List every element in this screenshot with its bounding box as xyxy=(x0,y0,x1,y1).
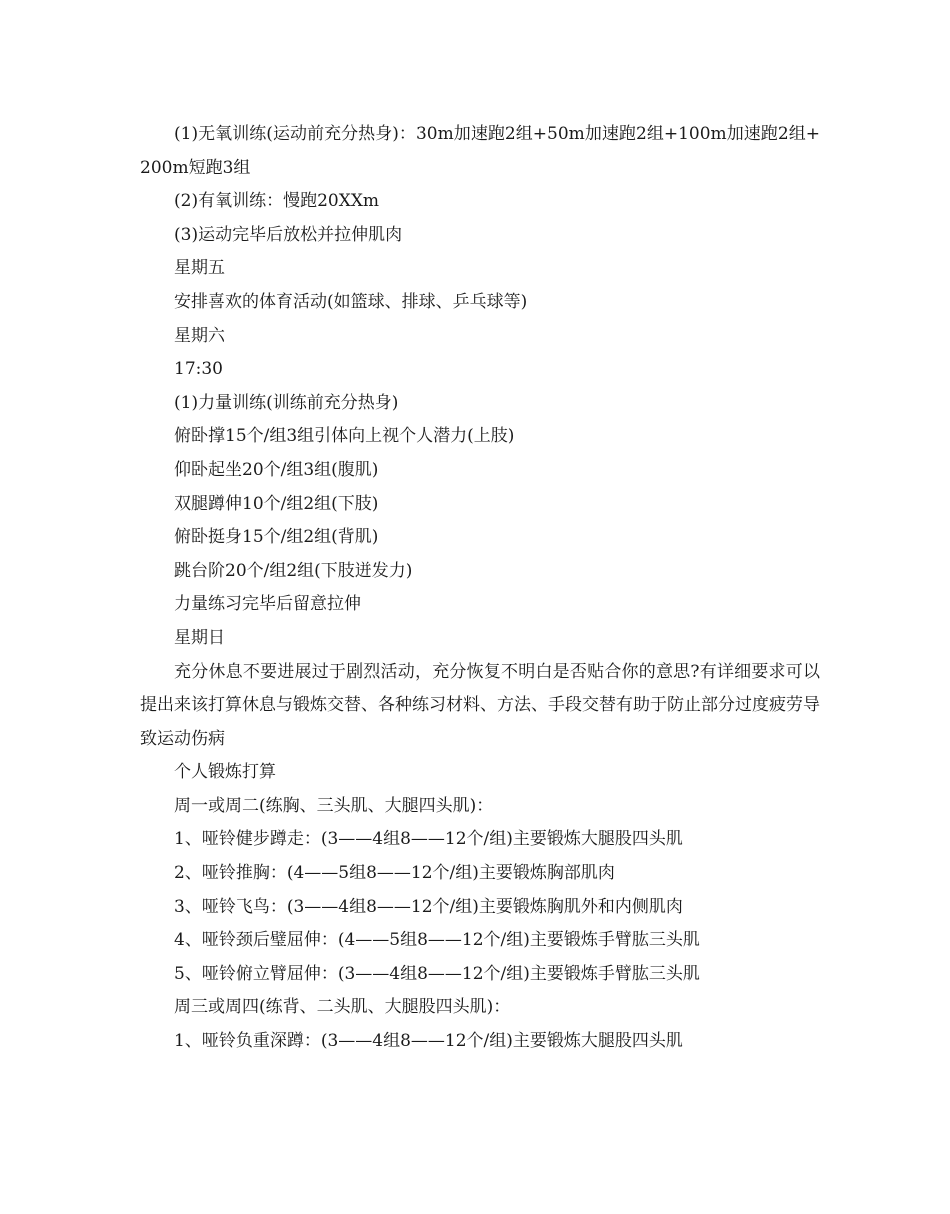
heading-friday: 星期五 xyxy=(174,258,225,279)
list-item-dumbbell-fly: 3、哑铃飞鸟：(3——4组8——12个/组)主要锻炼胸肌外和内侧肌肉 xyxy=(174,896,683,917)
heading-monday-tuesday: 周一或周二(练胸、三头肌、大腿四头肌)： xyxy=(174,795,494,816)
list-item-dumbbell-press: 2、哑铃推胸：(4——5组8——12个/组)主要锻炼胸部肌肉 xyxy=(174,863,615,884)
heading-personal-plan: 个人锻炼打算 xyxy=(174,762,276,783)
heading-saturday: 星期六 xyxy=(174,325,225,346)
list-item-weighted-squat: 1、哑铃负重深蹲：(3——4组8——12个/组)主要锻炼大腿股四头肌 xyxy=(174,1031,683,1052)
document-page xyxy=(140,118,820,1059)
paragraph-situps: 仰卧起坐20个/组3组(腹肌) xyxy=(174,459,379,480)
paragraph-squats: 双腿蹲伸10个/组2组(下肢) xyxy=(174,493,379,514)
paragraph-anaerobic-training: (1)无氧训练(运动前充分热身)：30m加速跑2组+50m加速跑2组+100m加速跑2组+200m短跑3组 xyxy=(140,124,820,178)
paragraph-cooldown: (3)运动完毕后放松并拉伸肌肉 xyxy=(174,224,403,245)
paragraph-saturday-time: 17:30 xyxy=(174,359,223,380)
paragraph-friday-activity: 安排喜欢的体育活动(如篮球、排球、乒乓球等) xyxy=(174,291,528,312)
paragraph-step-jumps: 跳台阶20个/组2组(下肢迸发力) xyxy=(174,560,413,581)
heading-wednesday-thursday: 周三或周四(练背、二头肌、大腿股四头肌)： xyxy=(174,997,511,1018)
paragraph-aerobic-training: (2)有氧训练：慢跑20XXm xyxy=(174,191,380,212)
paragraph-back-extension: 俯卧挺身15个/组2组(背肌) xyxy=(174,527,379,548)
list-item-dumbbell-lunge: 1、哑铃健步蹲走：(3——4组8——12个/组)主要锻炼大腿股四头肌 xyxy=(174,829,683,850)
paragraph-sunday-rest: 充分休息不要进展过于剧烈活动，充分恢复不明白是否贴合你的意思?有详细要求可以提出来该打算休息与锻炼交替、各种练习材料、方法、手段交替有助于防止部分过度疲劳导致运动伤病 xyxy=(140,661,820,749)
paragraph-stretching: 力量练习完毕后留意拉伸 xyxy=(174,594,361,615)
paragraph-strength-training: (1)力量训练(训练前充分热身) xyxy=(174,392,399,413)
paragraph-pushups: 俯卧撑15个/组3组引体向上视个人潜力(上肢) xyxy=(174,426,515,447)
heading-sunday: 星期日 xyxy=(174,627,225,648)
list-item-kickback: 5、哑铃俯立臂屈伸：(3——4组8——12个/组)主要锻炼手臂肱三头肌 xyxy=(174,963,700,984)
list-item-overhead-extension: 4、哑铃颈后璧屈伸：(4——5组8——12个/组)主要锻炼手臂肱三头肌 xyxy=(174,930,700,951)
